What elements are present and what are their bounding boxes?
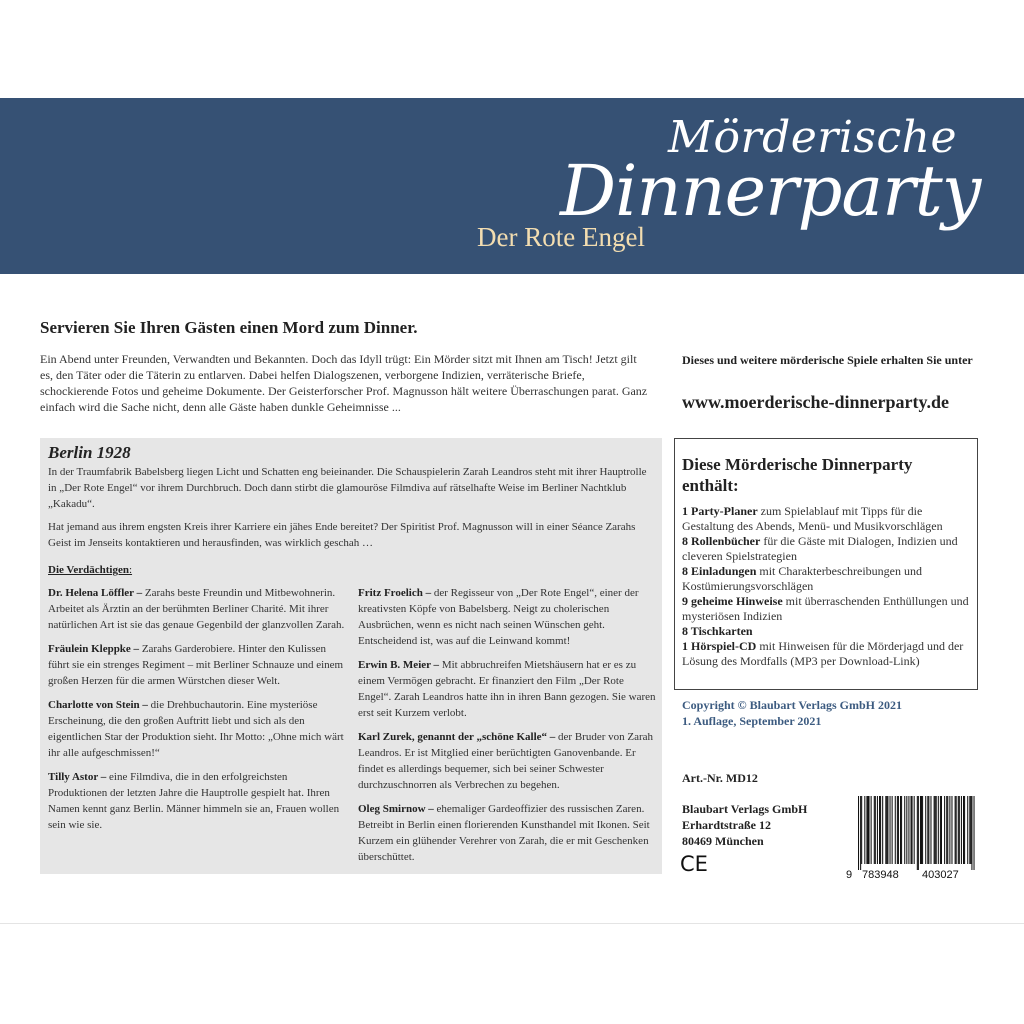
suspect-entry bbox=[358, 801, 658, 865]
barcode-bar bbox=[946, 796, 947, 864]
suspect-entry bbox=[48, 641, 348, 689]
barcode-bar bbox=[938, 796, 939, 864]
barcode-bar bbox=[898, 796, 899, 864]
barcode-bar bbox=[885, 796, 886, 864]
barcode-bar bbox=[918, 796, 919, 870]
barcode-bar bbox=[917, 796, 918, 870]
contents-item-text: mit Charakterbeschreibungen und Kostümierungsvorschlägen bbox=[682, 564, 922, 593]
article-number: Art.-Nr. MD12 bbox=[682, 771, 758, 785]
contents-title: Diese Mörderische Dinnerparty enthält: bbox=[682, 455, 913, 495]
barcode-bar bbox=[959, 796, 960, 864]
barcode-bar bbox=[904, 796, 905, 864]
barcode-bar bbox=[925, 796, 926, 864]
suspect-description: der Regisseur von „Der Rote Engel“, einer der kreativsten Köpfe von Babelsberg. Neigt zu cholerischen Ausbrüchen, wenn es nicht nach seinen Wünschen geht. Entscheidend ist, was auf die Leinwand kommt! bbox=[358, 587, 639, 647]
barcode-digit: 9 bbox=[846, 869, 853, 880]
suspect-name: Oleg Smirnow – bbox=[358, 803, 434, 815]
barcode-bar bbox=[970, 796, 971, 864]
contents-item bbox=[682, 594, 970, 624]
barcode-bar bbox=[930, 796, 931, 864]
barcode-bar bbox=[912, 796, 913, 864]
barcode-bar bbox=[900, 796, 901, 864]
suspect-description: die Drehbuchautorin. Eine mysteriöse Erscheinung, die den großen Auftritt liebt und sich als den eigentlichen Star der Produktion sieht. Ihr Motto: „Ohne mich wärt ihr alle aufgeschmissen!“ bbox=[48, 699, 344, 759]
brand-line2: Dinnerparty bbox=[560, 150, 981, 232]
suspects-left-column bbox=[48, 585, 348, 841]
suspect-entry bbox=[48, 697, 348, 761]
contents-item bbox=[682, 534, 970, 564]
bottom-rule bbox=[0, 923, 1024, 924]
ce-mark-icon bbox=[680, 852, 708, 874]
barcode-bar bbox=[936, 796, 937, 864]
barcode-bar bbox=[922, 796, 923, 864]
suspect-description: der Bruder von Zarah Leandros. Er ist Mitglied einer berüchtigten Ganovenbande. Er findet es allerdings bequemer, sich bei seiner Schwester durchzuschnorren als Verbrechen zu begehen. bbox=[358, 731, 654, 791]
barcode-bar bbox=[908, 796, 909, 864]
contents-item-text: mit Hinweisen für die Mörderjagd und der Lösung des Mordfalls (MP3 per Download-Link) bbox=[682, 639, 964, 668]
story-paragraph-2: Hat jemand aus ihrem engsten Kreis ihrer Karriere ein jähes Ende bereitet? Der Spiritist Prof. Magnusson will in einer Séance Zarahs Geist im Jenseits kontaktieren und herausfinden, was wirklich geschah … bbox=[48, 521, 636, 549]
ce-mark-text: CE bbox=[680, 852, 708, 874]
story-box bbox=[40, 438, 662, 874]
contents-item bbox=[682, 564, 970, 594]
barcode-bar bbox=[947, 796, 948, 864]
contents-item-name: 1 Hörspiel-CD bbox=[682, 639, 757, 653]
contents-item-text: für die Gäste mit Dialogen, Indizien und cleveren Spielstrategien bbox=[682, 534, 958, 563]
suspect-name: Fräulein Kleppke – bbox=[48, 643, 140, 655]
barcode-bar bbox=[906, 796, 907, 864]
suspect-description: Zarahs beste Freundin und Mitbewohnerin. Arbeitet als Ärztin an der berühmten Berliner Charité. Mit ihrer natürlichen Art ist sie das genaue Gegenbild der glanzvollen Zarah. bbox=[48, 587, 345, 631]
barcode-bar bbox=[858, 796, 859, 870]
contents-item-name: 8 Rollenbücher bbox=[682, 534, 761, 548]
copyright-line: Copyright © Blaubart Verlags GmbH 2021 bbox=[682, 698, 902, 712]
suspects-right-column bbox=[358, 585, 658, 873]
suspect-description: eine Filmdiva, die in den erfolgreichsten Produktionen der letzten Jahre die Hauptrolle gespielt hat. Ihren Namen kennt ganz Berlin. Männer himmeln sie an, Frauen wollen sein wie sie. bbox=[48, 771, 340, 831]
suspect-name: Fritz Froelich – bbox=[358, 587, 432, 599]
copyright bbox=[682, 697, 902, 729]
barcode-bar bbox=[974, 796, 975, 870]
barcode-bars bbox=[858, 796, 975, 870]
barcode-bar bbox=[963, 796, 964, 864]
suspect-description: Mit abbruchreifen Mietshäusern hat er es zu einem Vermögen gebracht. Er finanziert den Film „Der Rote Engel“. Zarah Leandros hatte ihn in ihren Bann gezogen. Sie waren erst seit Kurzem verlobt. bbox=[358, 659, 656, 719]
barcode-bar bbox=[971, 796, 972, 870]
suspect-name: Tilly Astor – bbox=[48, 771, 107, 783]
barcode-bar bbox=[871, 796, 872, 864]
barcode-bar bbox=[928, 796, 929, 864]
contents-item-text: mit überraschenden Enthüllungen und mysteriösen Indizien bbox=[682, 594, 969, 623]
barcode-bar bbox=[886, 796, 887, 864]
barcode-bar bbox=[920, 796, 921, 864]
story-title: Berlin 1928 bbox=[48, 443, 131, 462]
barcode-digits: 783948 bbox=[862, 869, 899, 880]
suspect-entry bbox=[48, 769, 348, 833]
barcode-bar bbox=[866, 796, 867, 864]
barcode-bar bbox=[892, 796, 893, 864]
barcode-bar bbox=[861, 796, 862, 864]
barcode-bar bbox=[867, 796, 868, 864]
website-url: www.moerderische-dinnerparty.de bbox=[682, 392, 949, 412]
headline: Servieren Sie Ihren Gästen einen Mord zum Dinner. bbox=[40, 318, 418, 337]
barcode-bar bbox=[879, 796, 880, 864]
barcode-bar bbox=[887, 796, 888, 864]
contents-item-text: zum Spielablauf mit Tipps für die Gestaltung des Abends, Menü- und Musikvorschlägen bbox=[682, 504, 943, 533]
barcode-bar bbox=[874, 796, 875, 864]
suspect-entry bbox=[358, 585, 658, 649]
barcode-bar bbox=[921, 796, 922, 864]
contents-item-name: 8 Einladungen bbox=[682, 564, 757, 578]
barcode-bar bbox=[958, 796, 959, 864]
suspect-name: Erwin B. Meier – bbox=[358, 659, 440, 671]
contents-item bbox=[682, 639, 970, 669]
barcode-bar bbox=[967, 796, 968, 864]
barcode-bar bbox=[935, 796, 936, 864]
suspect-entry bbox=[358, 729, 658, 793]
contents-box bbox=[674, 438, 978, 690]
suspect-entry bbox=[48, 585, 348, 633]
contents-item-name: 1 Party-Planer bbox=[682, 504, 758, 518]
barcode-bar bbox=[956, 796, 957, 864]
edition-line: 1. Auflage, September 2021 bbox=[682, 714, 822, 728]
barcode-bar bbox=[941, 796, 942, 864]
suspect-entry bbox=[358, 657, 658, 721]
suspect-name: Dr. Helena Löffler – bbox=[48, 587, 143, 599]
barcode-digits: 403027 bbox=[922, 869, 959, 880]
brand-subtitle: Der Rote Engel bbox=[477, 222, 645, 252]
barcode-bar bbox=[911, 796, 912, 864]
barcode-bar bbox=[955, 796, 956, 864]
contents-item bbox=[682, 624, 970, 639]
intro-text: Ein Abend unter Freunden, Verwandten und Bekannten. Doch das Idyll trügt: Ein Mörder sitzt mit Ihnen am Tisch! Jetzt gilt es, den Täter oder die Täterin zu entlarven. Dabei helfen Dialogszenen, verborgene Indizien, verräterische Briefe, schockierende Fotos und geheime Dokumente. Der Geisterforscher Prof. Magnusson hält weitere Überraschungen parat. Ganz einfach wird die Sache nicht, denn alle Gäste haben dunkle Geheimnisse ... bbox=[40, 352, 648, 414]
barcode-bar bbox=[940, 796, 941, 864]
suspects-heading: Die Verdächtigen: bbox=[48, 564, 133, 576]
promo-text: Dieses und weitere mörderische Spiele erhalten Sie unter bbox=[682, 353, 973, 367]
barcode-bar bbox=[897, 796, 898, 864]
barcode-bar bbox=[890, 796, 891, 864]
barcode-icon bbox=[846, 796, 978, 880]
publisher-street: Erhardtstraße 12 bbox=[682, 818, 771, 832]
contents-item bbox=[682, 504, 970, 534]
barcode-bar bbox=[895, 796, 896, 864]
barcode-bar bbox=[964, 796, 965, 864]
contents-item-name: 9 geheime Hinweise bbox=[682, 594, 783, 608]
barcode-bar bbox=[927, 796, 928, 864]
barcode-bar bbox=[914, 796, 915, 864]
contents-list bbox=[682, 504, 970, 669]
publisher-address bbox=[682, 801, 807, 849]
suspect-description: ehemaliger Gardeoffizier des russischen Zaren. Betreibt in Berlin einen florierenden Kunsthandel mit Ikonen. Seit Kurzem ein glühender Verehrer von Zarah, die er mit Geschenken überschüttet. bbox=[358, 803, 650, 863]
publisher-city: 80469 München bbox=[682, 834, 764, 848]
barcode-bar bbox=[875, 796, 876, 864]
barcode-bar bbox=[860, 796, 861, 870]
barcode-bar bbox=[934, 796, 935, 864]
brand-line1: Mörderische bbox=[668, 112, 957, 163]
barcode-bar bbox=[969, 796, 970, 864]
barcode-bar bbox=[944, 796, 945, 864]
suspect-description: Zarahs Garderobiere. Hinter den Kulissen führt sie ein strenges Regiment – mit Berliner Schnauze und einem großen Herzen für die armen Würstchen dieser Welt. bbox=[48, 643, 344, 687]
barcode-bar bbox=[951, 796, 952, 864]
barcode-bar bbox=[901, 796, 902, 864]
barcode-bar bbox=[864, 796, 865, 864]
barcode-bar bbox=[877, 796, 878, 864]
barcode-bar bbox=[949, 796, 950, 864]
barcode-bar bbox=[880, 796, 881, 864]
publisher-name: Blaubart Verlags GmbH bbox=[682, 802, 808, 816]
barcode-bar bbox=[882, 796, 883, 864]
suspect-name: Karl Zurek, genannt der „schöne Kalle“ – bbox=[358, 731, 556, 743]
story-paragraph-1: In der Traumfabrik Babelsberg liegen Licht und Schatten eng beieinander. Die Schauspielerin Zarah Leandros steht mit ihrer Hauptrolle in „Der Rote Engel“ vor ihrem Durchbruch. Doch dann stirbt die glamouröse Filmdiva auf rätselhafte Weise im Berliner Nachtklub „Kakadu“. bbox=[48, 466, 647, 510]
suspect-name: Charlotte von Stein – bbox=[48, 699, 148, 711]
contents-item-name: 8 Tischkarten bbox=[682, 624, 753, 638]
barcode-bar bbox=[961, 796, 962, 864]
barcode-bar bbox=[869, 796, 870, 864]
